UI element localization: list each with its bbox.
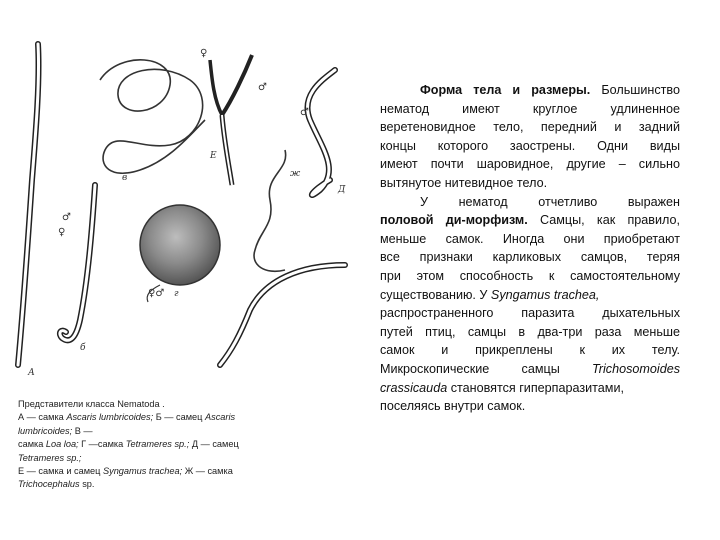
symbol-female-left: ♀ (58, 227, 66, 238)
label-v: в (122, 173, 128, 183)
caption-line-3: самка Loa loa; Г —самка Tetrameres sp.; Д — самец (18, 439, 239, 450)
text-line-16: Микроскопические самцы Trichosomoides (380, 361, 680, 376)
text-line-15: самок и прикреплены к их телу. (380, 343, 680, 358)
text-line-2: нематод имеют круглое удлиненное (380, 101, 680, 116)
text-line-11: при этом способность к самостоятельному (380, 268, 680, 283)
caption-line-5: Е — самка и самец Syngamus trachea; Ж — самка (18, 466, 233, 477)
worm-g-tetrameres-female (140, 205, 220, 302)
text-line-14: путей птиц, самцы в два-три раза меньше (380, 324, 680, 339)
worm-lower-right (220, 265, 345, 365)
text-line-3: веретеновидное тело, передний и задний (380, 120, 680, 135)
text-line-7: У нематод отчетливо выражен (420, 194, 680, 209)
body-text (380, 81, 680, 416)
label-e: Е (210, 151, 217, 161)
text-line-18: поселяясь внутри самок. (380, 399, 526, 414)
worm-a-female-ascaris (18, 44, 39, 378)
symbol-female-e: ♀ (200, 48, 208, 59)
text-line-1: Форма тела и размеры. Большинство (420, 83, 680, 97)
label-g: г (174, 289, 179, 299)
symbol-pair-g: ♀♂ (148, 288, 165, 299)
label-d: Д (338, 185, 346, 195)
caption-line-6: Trichocephalus sp. (18, 479, 95, 490)
text-line-9: меньше самок. Иногда они приобретают (380, 231, 680, 246)
worm-v-loa-loa (100, 60, 205, 183)
nematoda-illustration (0, 40, 370, 400)
text-line-12: существованию. У Syngamus trachea, (380, 287, 600, 302)
symbol-male-e: ♂ (258, 82, 267, 93)
text-line-17: crassicauda становятся гиперпаразитами, (380, 380, 624, 395)
figure-caption (18, 398, 318, 492)
caption-line-2: lumbricoides; В — (18, 425, 93, 436)
caption-title: Представители класса Nematoda . (18, 399, 165, 409)
text-line-6: вытянутое нитевидное тело. (380, 175, 548, 190)
text-line-8: половой ди-морфизм. Самцы, как правило, (380, 213, 680, 228)
symbol-male-d: ♂ (300, 107, 309, 118)
label-b: б (80, 343, 86, 353)
worm-zh-trichocephalus (254, 150, 301, 271)
symbol-male-left: ♂ (62, 212, 71, 223)
text-line-10: все признаки карликовых самцов, теряя (380, 250, 680, 265)
caption-line-1: А — самка Ascaris lumbricoides; Б — самец Ascaris (18, 412, 236, 423)
caption-line-4: Tetrameres sp.; (18, 452, 82, 463)
worm-e-syngamus-pair (200, 48, 267, 185)
text-line-5: имеют почти шаровидное, другие – сильно (380, 157, 680, 172)
worm-d-tetrameres-male (300, 70, 346, 195)
label-zh: ж (290, 169, 301, 179)
text-line-13: распространенного паразита дыхательных (380, 306, 680, 321)
text-line-4: концы которого заострены. Одни виды (380, 138, 680, 153)
label-a: А (28, 368, 35, 378)
worm-b-male-ascaris (60, 185, 95, 353)
